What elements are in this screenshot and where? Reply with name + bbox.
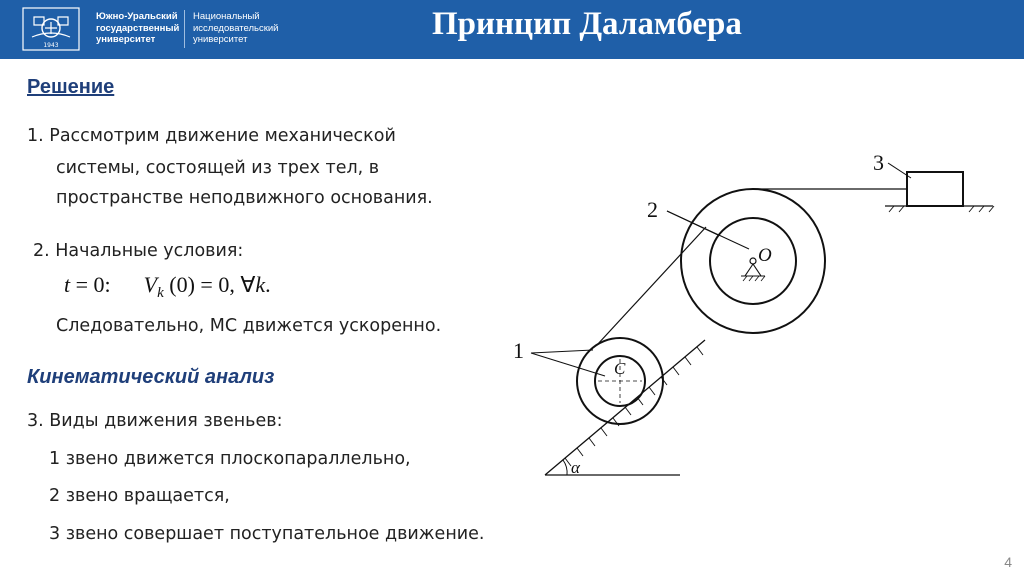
label-O: O xyxy=(758,245,772,266)
item1-line3: пространстве неподвижного основания. xyxy=(56,188,433,208)
item1-line2: системы, состоящей из трех тел, в xyxy=(56,158,380,178)
item3-text: 3. Виды движения звеньев: xyxy=(27,411,283,431)
rope-lower xyxy=(597,227,706,345)
motion-line-1: 1 звено движется плоскопараллельно, xyxy=(49,449,411,469)
page-number: 4 xyxy=(1004,554,1012,570)
item2-text: 2. Начальные условия: xyxy=(33,241,244,261)
label-3: 3 xyxy=(873,150,884,175)
initial-conditions-formula: t = 0: $V_k$ (0) = 0, ∀k. xyxy=(64,272,271,302)
label-1: 1 xyxy=(513,338,524,363)
logo-year: 1943 xyxy=(43,42,59,49)
alpha-arc xyxy=(563,460,567,475)
label-C: C xyxy=(614,359,626,378)
slide-title: Принцип Даламбера xyxy=(432,6,742,42)
conclusion-text: Следовательно, МС движется ускоренно. xyxy=(56,316,442,336)
item1-line1: 1. Рассмотрим движение механической xyxy=(27,126,396,146)
label-2: 2 xyxy=(647,197,658,222)
header-divider xyxy=(184,10,185,48)
university-name: Южно-Уральский государственный университет xyxy=(96,11,180,45)
mechanism-diagram xyxy=(505,145,1005,485)
alpha-label: α xyxy=(571,458,580,477)
university-type: Национальный исследовательский университет xyxy=(193,11,279,45)
motion-line-3: 3 звено совершает поступательное движение. xyxy=(49,524,485,544)
header-bar xyxy=(0,0,1024,59)
university-logo-icon xyxy=(22,7,80,51)
kinematics-heading: Кинематический анализ xyxy=(27,366,275,388)
body3-block xyxy=(907,172,963,206)
solution-heading: Решение xyxy=(27,76,115,98)
motion-line-2: 2 звено вращается, xyxy=(49,486,230,506)
